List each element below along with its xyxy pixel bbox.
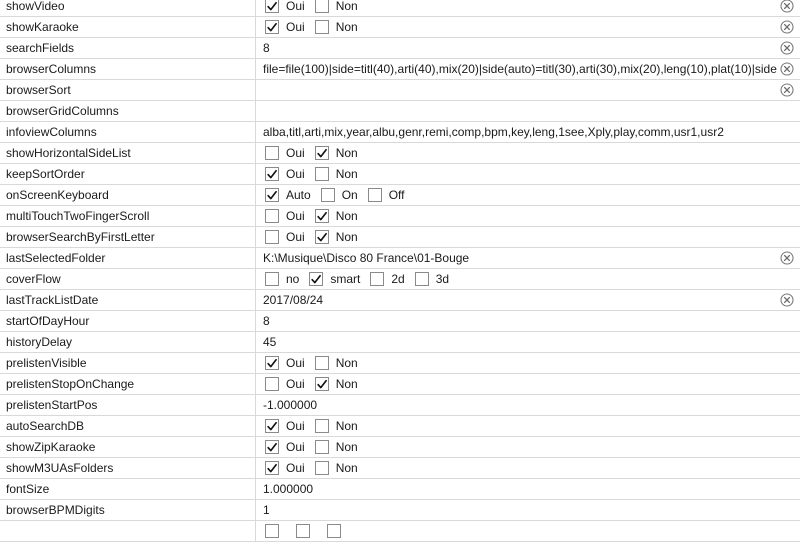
setting-row-show-horizontal-side-list bbox=[0, 143, 800, 164]
setting-row-last-track-list-date bbox=[0, 290, 800, 311]
option-smart[interactable] bbox=[309, 269, 366, 289]
option-off[interactable] bbox=[368, 185, 411, 205]
checkmark-icon bbox=[266, 168, 278, 181]
checkmark-icon bbox=[266, 357, 278, 370]
setting-name: prelistenVisible bbox=[0, 353, 256, 373]
option-0[interactable] bbox=[265, 524, 292, 538]
option-label: Non bbox=[335, 20, 358, 34]
setting-row-multi-touch-two-finger-scroll bbox=[0, 206, 800, 227]
setting-name: startOfDayHour bbox=[0, 311, 256, 331]
setting-name: fontSize bbox=[0, 479, 256, 499]
unchecked-checkbox[interactable] bbox=[315, 167, 329, 181]
checkmark-icon bbox=[266, 420, 278, 433]
unchecked-checkbox[interactable] bbox=[315, 461, 329, 475]
option-label: Oui bbox=[286, 230, 305, 244]
checked-checkbox[interactable] bbox=[315, 209, 329, 223]
setting-name: prelistenStopOnChange bbox=[0, 374, 256, 394]
setting-name: lastSelectedFolder bbox=[0, 248, 256, 268]
option-label: Non bbox=[335, 0, 358, 13]
option-oui[interactable] bbox=[265, 458, 311, 478]
option-non[interactable] bbox=[315, 416, 364, 436]
option-non[interactable] bbox=[315, 374, 364, 394]
setting-options bbox=[257, 521, 777, 541]
setting-name: showVideo bbox=[0, 0, 256, 16]
option-label: smart bbox=[330, 272, 361, 286]
setting-value-field[interactable]: 1 bbox=[263, 503, 270, 517]
option-non[interactable] bbox=[315, 353, 364, 373]
option-oui[interactable] bbox=[265, 206, 311, 226]
option-label: Non bbox=[335, 209, 358, 223]
setting-value-field[interactable]: -1.000000 bbox=[263, 398, 318, 412]
setting-value-field[interactable]: alba,titl,arti,mix,year,albu,genr,remi,comp,bpm,key,leng,1see,Xply,play,comm,usr1,usr2 bbox=[263, 125, 724, 139]
setting-row-last-selected-folder bbox=[0, 248, 800, 269]
option-non[interactable] bbox=[315, 17, 364, 37]
option-non[interactable] bbox=[315, 458, 364, 478]
option-label: Oui bbox=[286, 0, 305, 13]
setting-name: browserColumns bbox=[0, 59, 256, 79]
setting-value-field[interactable]: K:\Musique\Disco 80 France\01-Bouge bbox=[263, 251, 470, 265]
setting-name: browserGridColumns bbox=[0, 101, 256, 121]
clear-value-icon[interactable] bbox=[780, 293, 794, 307]
option-oui[interactable] bbox=[265, 416, 311, 436]
setting-row-on-screen-keyboard bbox=[0, 185, 800, 206]
setting-options bbox=[257, 185, 777, 205]
checkmark-icon bbox=[266, 189, 278, 202]
option-label: Auto bbox=[286, 188, 311, 202]
setting-name: keepSortOrder bbox=[0, 164, 256, 184]
setting-row-font-size bbox=[0, 479, 800, 500]
setting-name: prelistenStartPos bbox=[0, 395, 256, 415]
setting-name: showHorizontalSideList bbox=[0, 143, 256, 163]
option-label: Oui bbox=[286, 419, 305, 433]
setting-row-browser-columns bbox=[0, 59, 800, 80]
unchecked-checkbox[interactable] bbox=[265, 230, 279, 244]
setting-name: infoviewColumns bbox=[0, 122, 256, 142]
checkmark-icon bbox=[316, 231, 328, 244]
setting-row-search-fields bbox=[0, 38, 800, 59]
option-oui[interactable] bbox=[265, 227, 311, 247]
option-non[interactable] bbox=[315, 227, 364, 247]
checkmark-icon bbox=[266, 21, 278, 34]
setting-name: historyDelay bbox=[0, 332, 256, 352]
option-label: Off bbox=[388, 188, 405, 202]
setting-row-browser-sort bbox=[0, 80, 800, 101]
setting-row-infoview-columns bbox=[0, 122, 800, 143]
option-non[interactable] bbox=[315, 437, 364, 457]
setting-row-browser-bpmdigits bbox=[0, 500, 800, 521]
clear-value-icon[interactable] bbox=[780, 83, 794, 97]
option-label: Oui bbox=[286, 146, 305, 160]
setting-value-field[interactable]: 8 bbox=[263, 41, 270, 55]
setting-options bbox=[257, 269, 777, 289]
checked-checkbox[interactable] bbox=[265, 167, 279, 181]
unchecked-checkbox[interactable] bbox=[265, 272, 279, 286]
setting-options bbox=[257, 374, 777, 394]
option-non[interactable] bbox=[315, 206, 364, 226]
option-label: Oui bbox=[286, 20, 305, 34]
checked-checkbox[interactable] bbox=[265, 440, 279, 454]
setting-row-show-karaoke bbox=[0, 17, 800, 38]
setting-row-prelisten-stop-on-change bbox=[0, 374, 800, 395]
option-1[interactable] bbox=[296, 524, 323, 538]
setting-row-keep-sort-order bbox=[0, 164, 800, 185]
setting-name: showKaraoke bbox=[0, 17, 256, 37]
option-on[interactable] bbox=[321, 185, 364, 205]
setting-options bbox=[257, 206, 777, 226]
checked-checkbox[interactable] bbox=[265, 356, 279, 370]
setting-row-show-zip-karaoke bbox=[0, 437, 800, 458]
setting-value-field[interactable]: 45 bbox=[263, 335, 277, 349]
setting-options bbox=[257, 143, 777, 163]
setting-row-show-video bbox=[0, 0, 800, 17]
setting-row-auto-search-db bbox=[0, 416, 800, 437]
checkmark-icon bbox=[266, 462, 278, 475]
checkmark-icon bbox=[266, 0, 278, 13]
option-label: Non bbox=[335, 461, 358, 475]
setting-name: searchFields bbox=[0, 38, 256, 58]
option-oui[interactable] bbox=[265, 164, 311, 184]
unchecked-checkbox[interactable] bbox=[321, 188, 335, 202]
unchecked-checkbox[interactable] bbox=[368, 188, 382, 202]
setting-value-field[interactable]: 8 bbox=[263, 314, 270, 328]
option-label: Oui bbox=[286, 167, 305, 181]
clear-value-icon[interactable] bbox=[780, 41, 794, 55]
unchecked-checkbox[interactable] bbox=[315, 0, 329, 13]
setting-value-field[interactable] bbox=[257, 101, 783, 121]
setting-row-browser-search-by-first-letter bbox=[0, 227, 800, 248]
setting-options bbox=[257, 17, 777, 37]
checked-checkbox[interactable] bbox=[265, 419, 279, 433]
unchecked-checkbox[interactable] bbox=[315, 419, 329, 433]
setting-name: browserSearchByFirstLetter bbox=[0, 227, 256, 247]
option-2[interactable] bbox=[327, 524, 354, 538]
setting-name: showM3UAsFolders bbox=[0, 458, 256, 478]
option-non[interactable] bbox=[315, 164, 364, 184]
setting-options bbox=[257, 416, 777, 436]
checked-checkbox[interactable] bbox=[265, 461, 279, 475]
option-label: Non bbox=[335, 377, 358, 391]
setting-options bbox=[257, 164, 777, 184]
option-label: On bbox=[341, 188, 358, 202]
setting-options bbox=[257, 0, 777, 16]
option-non[interactable] bbox=[315, 0, 364, 16]
option-oui[interactable] bbox=[265, 374, 311, 394]
setting-name: multiTouchTwoFingerScroll bbox=[0, 206, 256, 226]
checked-checkbox[interactable] bbox=[265, 188, 279, 202]
checked-checkbox[interactable] bbox=[315, 146, 329, 160]
unchecked-checkbox[interactable] bbox=[265, 377, 279, 391]
option-label: Non bbox=[335, 419, 358, 433]
unchecked-checkbox[interactable] bbox=[370, 272, 384, 286]
unchecked-checkbox[interactable] bbox=[315, 356, 329, 370]
setting-options bbox=[257, 227, 777, 247]
option-oui[interactable] bbox=[265, 437, 311, 457]
setting-value-field[interactable]: file=file(100)|side=titl(40),arti(40),mix(20)|side(auto)=titl(30),arti(30),mix(20),leng(10),plat(10)|side bbox=[263, 62, 777, 76]
clear-value-icon[interactable] bbox=[780, 251, 794, 265]
option-label: Non bbox=[335, 167, 358, 181]
setting-options bbox=[257, 458, 777, 478]
option-oui[interactable] bbox=[265, 17, 311, 37]
unchecked-checkbox[interactable] bbox=[296, 524, 310, 538]
setting-name: coverFlow bbox=[0, 269, 256, 289]
checked-checkbox[interactable] bbox=[265, 20, 279, 34]
option-label: 3d bbox=[435, 272, 450, 286]
unchecked-checkbox[interactable] bbox=[265, 524, 279, 538]
setting-row-cover-flow bbox=[0, 269, 800, 290]
setting-name: lastTrackListDate bbox=[0, 290, 256, 310]
checked-checkbox[interactable] bbox=[265, 0, 279, 13]
option-label: Oui bbox=[286, 440, 305, 454]
checkmark-icon bbox=[316, 378, 328, 391]
option-label: 2d bbox=[391, 272, 405, 286]
option-auto[interactable] bbox=[265, 185, 317, 205]
setting-name: browserSort bbox=[0, 80, 256, 100]
setting-name: autoSearchDB bbox=[0, 416, 256, 436]
clear-value-icon[interactable] bbox=[780, 62, 794, 76]
option-label: Non bbox=[335, 146, 358, 160]
checkmark-icon bbox=[316, 210, 328, 223]
option-label: no bbox=[286, 272, 300, 286]
setting-row-history-delay bbox=[0, 332, 800, 353]
setting-options bbox=[257, 437, 777, 457]
setting-name: browserBPMDigits bbox=[0, 500, 256, 520]
unchecked-checkbox[interactable] bbox=[327, 524, 341, 538]
setting-value-field[interactable]: 1.000000 bbox=[263, 482, 314, 496]
setting-options bbox=[257, 353, 777, 373]
option-oui[interactable] bbox=[265, 143, 311, 163]
unchecked-checkbox[interactable] bbox=[415, 272, 429, 286]
option-label: Oui bbox=[286, 377, 305, 391]
unchecked-checkbox[interactable] bbox=[315, 20, 329, 34]
setting-name bbox=[0, 521, 256, 541]
unchecked-checkbox[interactable] bbox=[315, 440, 329, 454]
checkmark-icon bbox=[310, 273, 322, 286]
checkmark-icon bbox=[266, 441, 278, 454]
option-label: Non bbox=[335, 440, 358, 454]
option-oui[interactable] bbox=[265, 0, 311, 16]
option-label: Oui bbox=[286, 356, 305, 370]
setting-row-prelisten-start-pos bbox=[0, 395, 800, 416]
option-3d[interactable] bbox=[415, 269, 455, 289]
option-label: Non bbox=[335, 230, 358, 244]
checked-checkbox[interactable] bbox=[315, 377, 329, 391]
checkmark-icon bbox=[316, 147, 328, 160]
option-no[interactable] bbox=[265, 269, 305, 289]
checked-checkbox[interactable] bbox=[309, 272, 323, 286]
unchecked-checkbox[interactable] bbox=[265, 209, 279, 223]
unchecked-checkbox[interactable] bbox=[265, 146, 279, 160]
option-label: Oui bbox=[286, 461, 305, 475]
option-non[interactable] bbox=[315, 143, 364, 163]
setting-name: onScreenKeyboard bbox=[0, 185, 256, 205]
option-label: Non bbox=[335, 356, 358, 370]
checked-checkbox[interactable] bbox=[315, 230, 329, 244]
option-oui[interactable] bbox=[265, 353, 311, 373]
clear-value-icon[interactable] bbox=[780, 20, 794, 34]
clear-value-icon[interactable] bbox=[780, 0, 794, 13]
option-2d[interactable] bbox=[370, 269, 410, 289]
setting-row-start-of-day-hour bbox=[0, 311, 800, 332]
setting-row-browser-grid-columns bbox=[0, 101, 800, 122]
setting-row-prelisten-visible bbox=[0, 353, 800, 374]
setting-name: showZipKaraoke bbox=[0, 437, 256, 457]
setting-value-field[interactable]: 2017/08/24 bbox=[263, 293, 324, 307]
setting-value-field[interactable] bbox=[257, 80, 783, 100]
setting-row-show-m3-uas-folders bbox=[0, 458, 800, 479]
option-label: Oui bbox=[286, 209, 305, 223]
